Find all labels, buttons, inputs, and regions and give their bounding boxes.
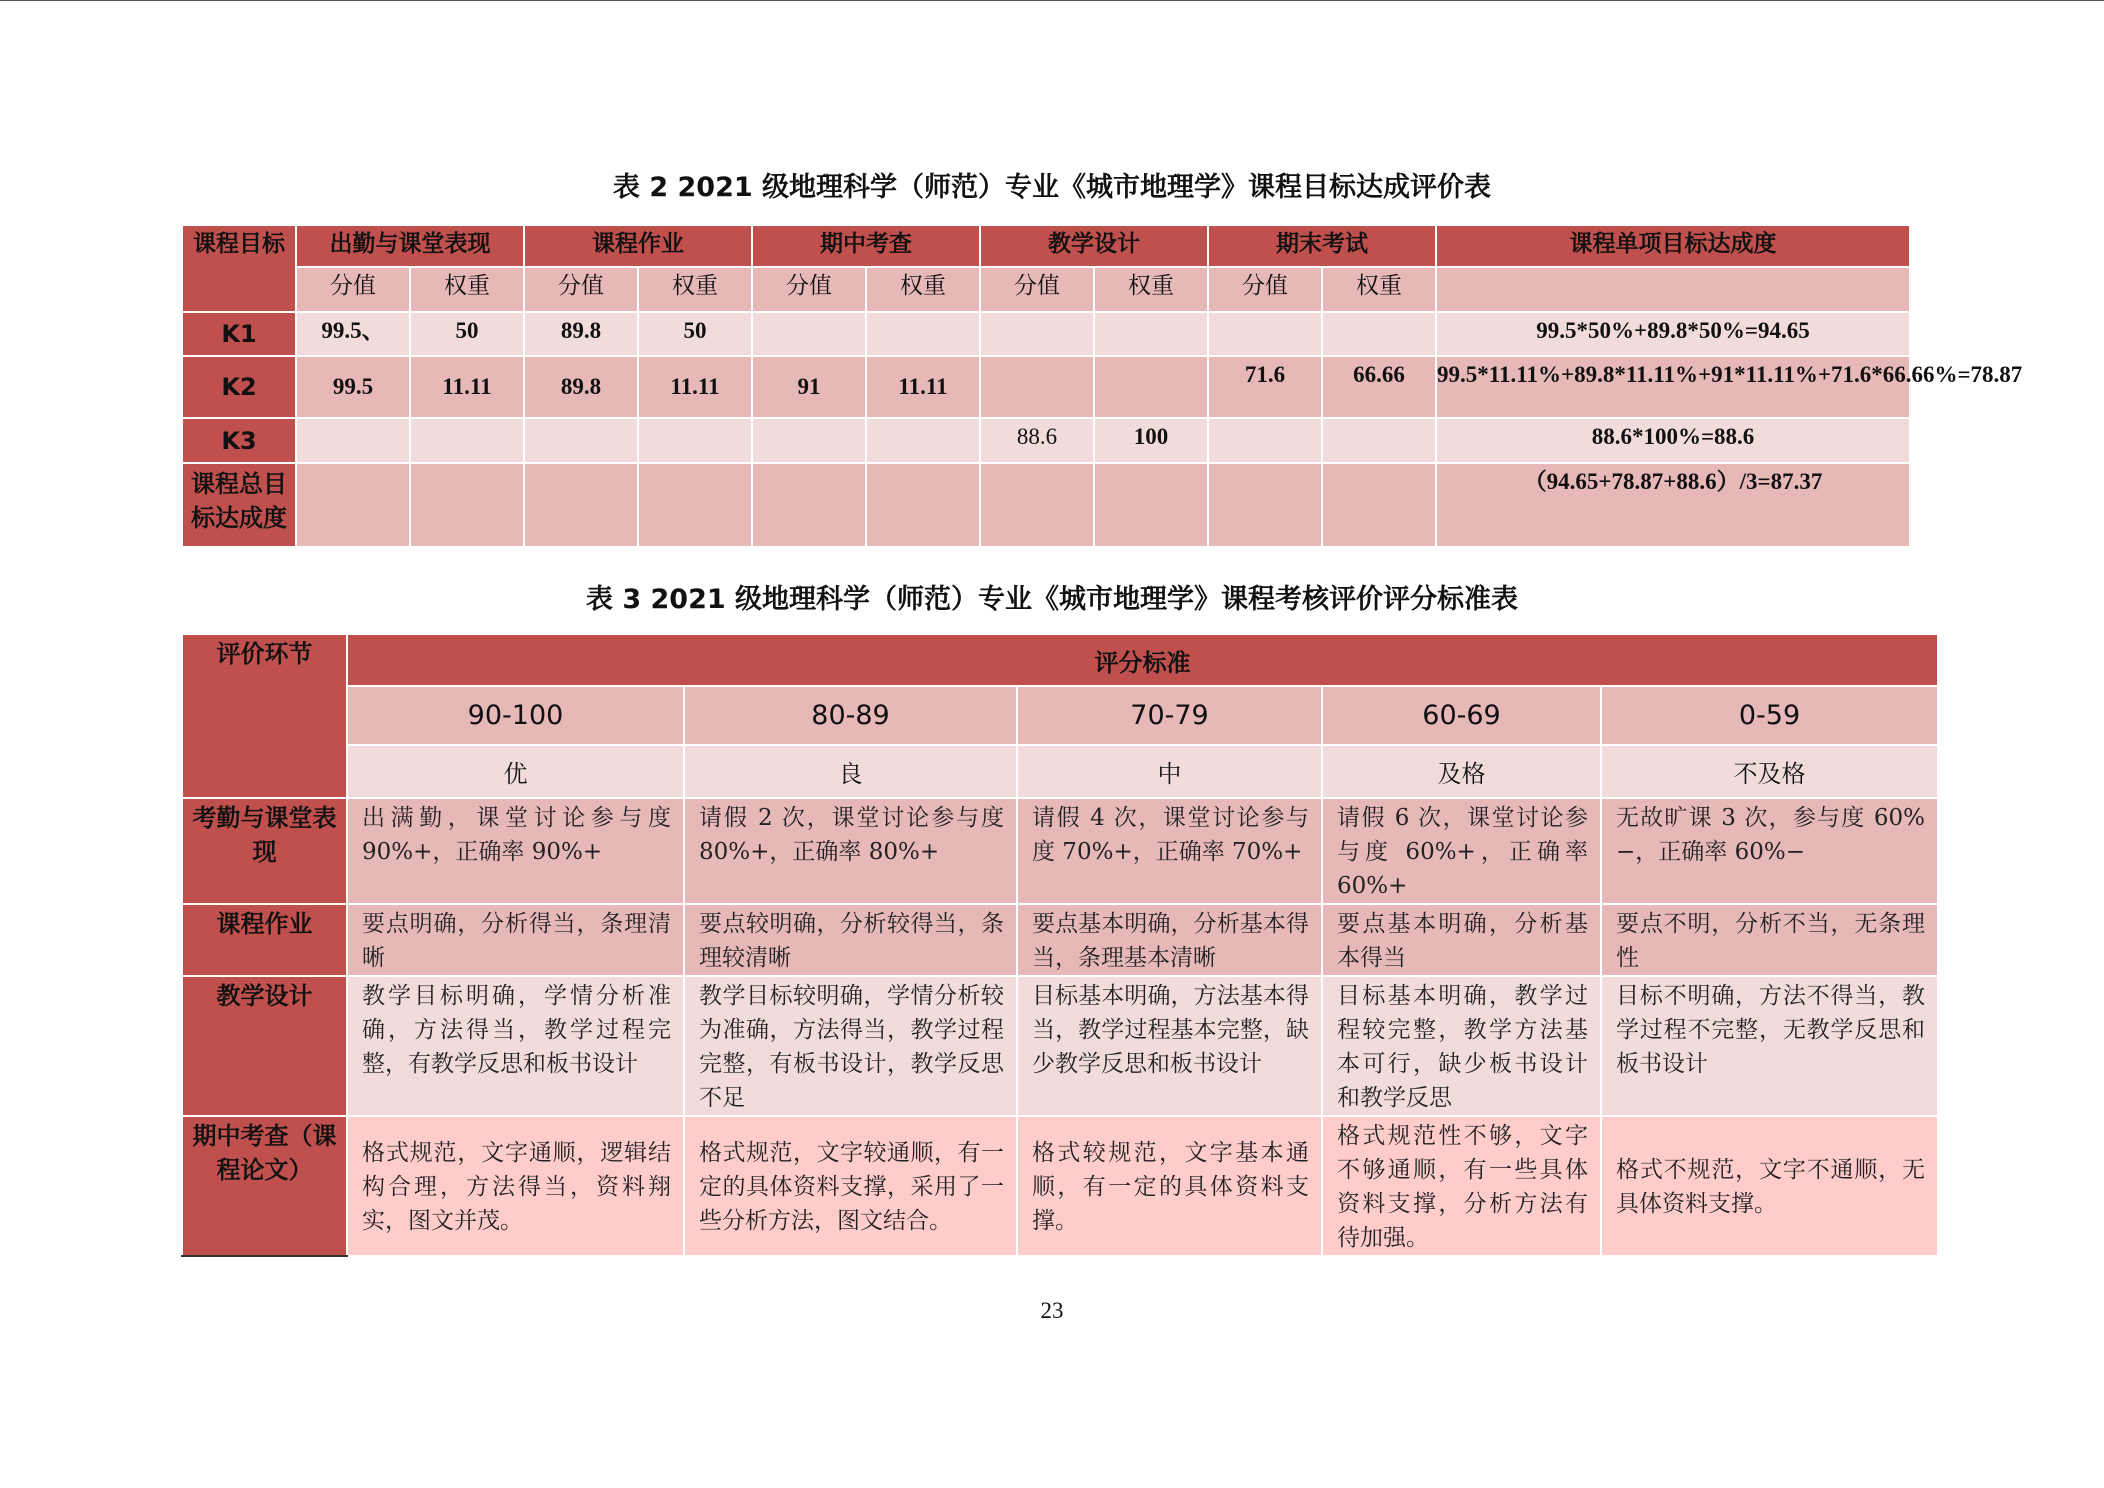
row-label-k1: K1 bbox=[182, 312, 296, 356]
k1-midterm-score bbox=[752, 312, 866, 356]
assessment-scoring-standard-table bbox=[181, 633, 1939, 1257]
attendance-medium: 请假 4 次，课堂讨论参与度 70%+，正确率 70%+ bbox=[1017, 798, 1322, 904]
grade-medium: 中 bbox=[1017, 745, 1322, 798]
k2-attendance-score: 99.5 bbox=[296, 356, 410, 418]
k3-design-score: 88.6 bbox=[980, 418, 1094, 463]
k1-achievement: 99.5*50%+89.8*50%=94.65 bbox=[1436, 312, 1910, 356]
k3-homework-weight bbox=[638, 418, 752, 463]
homework-fail: 要点不明，分析不当，无条理性 bbox=[1601, 904, 1938, 976]
overall-cell bbox=[638, 463, 752, 547]
overall-cell bbox=[1322, 463, 1436, 547]
k3-attendance-weight bbox=[410, 418, 524, 463]
grade-pass: 及格 bbox=[1322, 745, 1601, 798]
k2-final-score: 71.6 bbox=[1208, 356, 1322, 418]
sub-header-score: 分值 bbox=[980, 267, 1094, 312]
k1-design-score bbox=[980, 312, 1094, 356]
stage-attendance: 考勤与课堂表现 bbox=[182, 798, 347, 904]
stage-midterm-paper: 期中考查（课程论文） bbox=[182, 1116, 347, 1256]
header-evaluation-stage: 评价环节 bbox=[182, 634, 347, 798]
k2-design-score bbox=[980, 356, 1094, 418]
range-60-69: 60-69 bbox=[1322, 686, 1601, 745]
sub-header-weight: 权重 bbox=[410, 267, 524, 312]
k1-attendance-weight: 50 bbox=[410, 312, 524, 356]
k3-attendance-score bbox=[296, 418, 410, 463]
overall-cell bbox=[866, 463, 980, 547]
k1-homework-weight: 50 bbox=[638, 312, 752, 356]
k2-homework-score: 89.8 bbox=[524, 356, 638, 418]
k1-attendance-score: 99.5、 bbox=[296, 312, 410, 356]
overall-cell bbox=[1094, 463, 1208, 547]
homework-good: 要点较明确，分析较得当，条理较清晰 bbox=[684, 904, 1017, 976]
overall-cell bbox=[296, 463, 410, 547]
k2-midterm-score: 91 bbox=[752, 356, 866, 418]
range-70-79: 70-79 bbox=[1017, 686, 1322, 745]
header-scoring-standard: 评分标准 bbox=[347, 634, 1938, 686]
midterm-pass: 格式规范性不够，文字不够通顺，有一些具体资料支撑，分析方法有待加强。 bbox=[1322, 1116, 1601, 1256]
design-excellent: 教学目标明确，学情分析准确，方法得当，教学过程完整，有教学反思和板书设计 bbox=[347, 976, 684, 1116]
k3-design-weight: 100 bbox=[1094, 418, 1208, 463]
homework-excellent: 要点明确，分析得当，条理清晰 bbox=[347, 904, 684, 976]
k1-final-weight bbox=[1322, 312, 1436, 356]
overall-cell bbox=[980, 463, 1094, 547]
sub-header-score: 分值 bbox=[524, 267, 638, 312]
row-label-k3: K3 bbox=[182, 418, 296, 463]
range-0-59: 0-59 bbox=[1601, 686, 1938, 745]
k3-final-weight bbox=[1322, 418, 1436, 463]
attendance-good: 请假 2 次，课堂讨论参与度 80%+，正确率 80%+ bbox=[684, 798, 1017, 904]
homework-medium: 要点基本明确，分析基本得当，条理基本清晰 bbox=[1017, 904, 1322, 976]
header-midterm: 期中考查 bbox=[752, 225, 980, 267]
sub-header-blank bbox=[1436, 267, 1910, 312]
design-good: 教学目标较明确，学情分析较为准确，方法得当，教学过程完整，有板书设计，教学反思不足 bbox=[684, 976, 1017, 1116]
header-course-goal: 课程目标 bbox=[182, 225, 296, 312]
sub-header-score: 分值 bbox=[752, 267, 866, 312]
sub-header-score: 分值 bbox=[296, 267, 410, 312]
sub-header-weight: 权重 bbox=[638, 267, 752, 312]
midterm-fail: 格式不规范，文字不通顺，无具体资料支撑。 bbox=[1601, 1116, 1938, 1256]
sub-header-weight: 权重 bbox=[866, 267, 980, 312]
sub-header-weight: 权重 bbox=[1094, 267, 1208, 312]
k3-final-score bbox=[1208, 418, 1322, 463]
k1-design-weight bbox=[1094, 312, 1208, 356]
header-attendance: 出勤与课堂表现 bbox=[296, 225, 524, 267]
table3-caption: 表 3 2021 级地理科学（师范）专业《城市地理学》课程考核评价评分标准表 bbox=[585, 584, 1519, 615]
overall-cell bbox=[752, 463, 866, 547]
k2-homework-weight: 11.11 bbox=[638, 356, 752, 418]
k1-midterm-weight bbox=[866, 312, 980, 356]
k2-attendance-weight: 11.11 bbox=[410, 356, 524, 418]
k2-design-weight bbox=[1094, 356, 1208, 418]
grade-good: 良 bbox=[684, 745, 1017, 798]
k1-homework-score: 89.8 bbox=[524, 312, 638, 356]
midterm-good: 格式规范，文字较通顺，有一定的具体资料支撑，采用了一些分析方法，图文结合。 bbox=[684, 1116, 1017, 1256]
top-border-line bbox=[0, 0, 2104, 1]
midterm-excellent: 格式规范，文字通顺，逻辑结构合理，方法得当，资料翔实，图文并茂。 bbox=[347, 1116, 684, 1256]
overall-cell bbox=[410, 463, 524, 547]
header-teaching-design: 教学设计 bbox=[980, 225, 1208, 267]
k2-achievement: 99.5*11.11%+89.8*11.11%+91*11.11%+71.6*66.66%=78.87 bbox=[1436, 356, 1910, 418]
header-homework: 课程作业 bbox=[524, 225, 752, 267]
course-goal-achievement-table bbox=[181, 224, 2023, 548]
overall-achievement: （94.65+78.87+88.6）/3=87.37 bbox=[1436, 463, 1910, 547]
k3-achievement: 88.6*100%=88.6 bbox=[1436, 418, 1910, 463]
attendance-fail: 无故旷课 3 次，参与度 60%−，正确率 60%− bbox=[1601, 798, 1938, 904]
stage-teaching-design: 教学设计 bbox=[182, 976, 347, 1116]
overall-cell bbox=[524, 463, 638, 547]
k2-midterm-weight: 11.11 bbox=[866, 356, 980, 418]
design-medium: 目标基本明确，方法基本得当，教学过程基本完整，缺少教学反思和板书设计 bbox=[1017, 976, 1322, 1116]
k1-final-score bbox=[1208, 312, 1322, 356]
range-90-100: 90-100 bbox=[347, 686, 684, 745]
stage-homework: 课程作业 bbox=[182, 904, 347, 976]
table2-caption: 表 2 2021 级地理科学（师范）专业《城市地理学》课程目标达成评价表 bbox=[612, 172, 1492, 203]
k3-homework-score bbox=[524, 418, 638, 463]
header-final-exam: 期末考试 bbox=[1208, 225, 1436, 267]
design-fail: 目标不明确，方法不得当，教学过程不完整，无教学反思和板书设计 bbox=[1601, 976, 1938, 1116]
k3-midterm-weight bbox=[866, 418, 980, 463]
page-number: 23 bbox=[1040, 1298, 1064, 1323]
overall-cell bbox=[1208, 463, 1322, 547]
grade-excellent: 优 bbox=[347, 745, 684, 798]
k3-midterm-score bbox=[752, 418, 866, 463]
attendance-excellent: 出满勤，课堂讨论参与度90%+，正确率 90%+ bbox=[347, 798, 684, 904]
row-label-k2: K2 bbox=[182, 356, 296, 418]
sub-header-weight: 权重 bbox=[1322, 267, 1436, 312]
grade-fail: 不及格 bbox=[1601, 745, 1938, 798]
range-80-89: 80-89 bbox=[684, 686, 1017, 745]
midterm-medium: 格式较规范，文字基本通顺，有一定的具体资料支撑。 bbox=[1017, 1116, 1322, 1256]
header-single-goal-achievement: 课程单项目标达成度 bbox=[1436, 225, 1910, 267]
homework-pass: 要点基本明确，分析基本得当 bbox=[1322, 904, 1601, 976]
design-pass: 目标基本明确，教学过程较完整，教学方法基本可行，缺少板书设计和教学反思 bbox=[1322, 976, 1601, 1116]
attendance-pass: 请假 6 次，课堂讨论参与度 60%+，正确率 60%+ bbox=[1322, 798, 1601, 904]
row-label-overall: 课程总目标达成度 bbox=[182, 463, 296, 547]
k2-final-weight: 66.66 bbox=[1322, 356, 1436, 418]
sub-header-score: 分值 bbox=[1208, 267, 1322, 312]
